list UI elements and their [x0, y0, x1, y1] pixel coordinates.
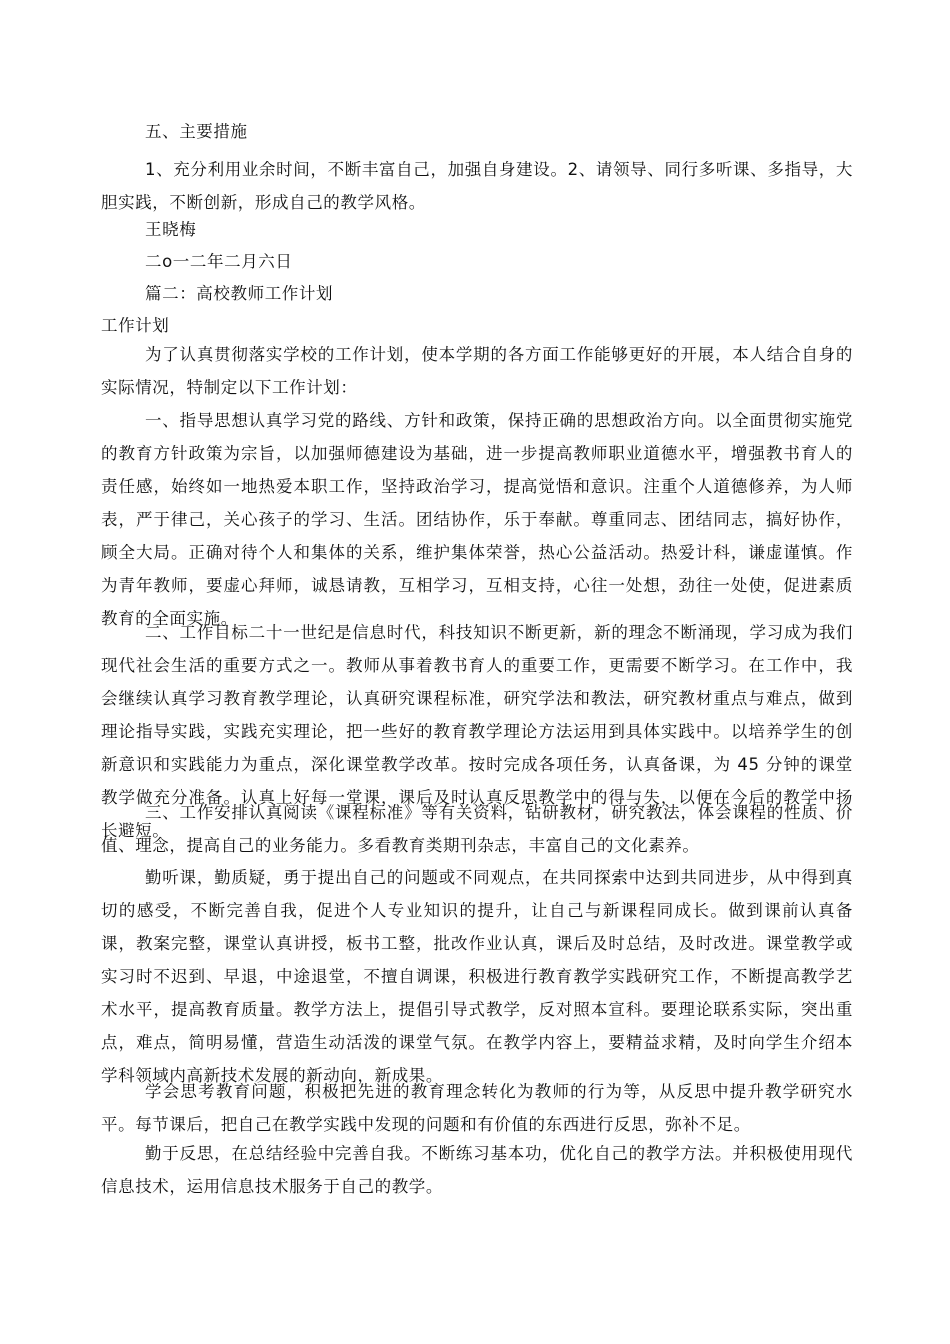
document-date: 二o一二年二月六日: [145, 252, 293, 271]
reflect-paragraph: 勤于反思，在总结经验中完善自我。不断练习基本功，优化自己的教学方法。并积极使用现代信息技术，运用信息技术服务于自己的教学。: [101, 1144, 853, 1196]
section3-paragraph: 三、工作安排认真阅读《课程标准》等有关资料，钻研教材，研究教法，体会课程的性质、价值、理念，提高自己的业务能力。多看教育类期刊杂志，丰富自己的文化素养。: [101, 803, 853, 855]
think-paragraph: 学会思考教育问题，积极把先进的教育理念转化为教师的行为等，从反思中提升教学研究水平。每节课后，把自己在教学实践中发现的问题和有价值的东西进行反思，弥补不足。: [101, 1082, 853, 1134]
intro-paragraph: 为了认真贯彻落实学校的工作计划，使本学期的各方面工作能够更好的开展，本人结合自身的实际情况，特制定以下工作计划：: [101, 345, 853, 397]
measures-paragraph: 1、充分利用业余时间，不断丰富自己，加强自身建设。2、请领导、同行多听课、多指导，大胆实践，不断创新，形成自己的教学风格。: [101, 160, 853, 212]
section2-paragraph: 二、工作目标二十一世纪是信息时代，科技知识不断更新，新的理念不断涌现，学习成为我们现代社会生活的重要方式之一。教师从事着教书育人的重要工作，更需要不断学习。在工作中，我会继续认真学习教育教学理论，认真研究课程标准，研究学法和教法，研究教材重点与难点，做到理论指导实践，实践充实理论，把一些好的教育教学理论方法运用到具体实践中。以培养学生的创新意识和实践能力为重点，深化课堂教学改革。按时完成各项任务，认真备课，为 45 分钟的课堂教学做充分准备。认真上好每一堂课，课后及时认真反思教学中的得与失，以便在今后的教学中扬长避短。: [101, 623, 853, 840]
author-name: 王晓梅: [145, 220, 197, 239]
section1-paragraph: 一、指导思想认真学习党的路线、方针和政策，保持正确的思想政治方向。以全面贯彻实施党的教育方针政策为宗旨，以加强师德建设为基础，进一步提高教师职业道德水平，增强教书育人的责任感，始终如一地热爱本职工作，坚持政治学习，提高觉悟和意识。注重个人道德修养，为人师表，严于律己，关心孩子的学习、生活。团结协作，乐于奉献。尊重同志、团结同志，搞好协作，顾全大局。正确对待个人和集体的关系，维护集体荣誉，热心公益活动。热爱计科，谦虚谨慎。作为青年教师，要虚心拜师，诚恳请教，互相学习，互相支持，心往一处想，劲往一处使，促进素质教育的全面实施。: [101, 411, 853, 628]
section5-heading: 五、主要措施: [145, 122, 248, 141]
plan-title: 工作计划: [101, 316, 170, 335]
listen-paragraph: 勤听课，勤质疑，勇于提出自己的问题或不同观点，在共同探索中达到共同进步，从中得到真切的感受，不断完善自我，促进个人专业知识的提升，让自己与新课程同成长。做到课前认真备课，教案完整，课堂认真讲授，板书工整，批改作业认真，课后及时总结，及时改进。课堂教学或实习时不迟到、早退，中途退堂，不擅自调课，积极进行教育教学实践研究工作，不断提高教学艺术水平，提高教育质量。教学方法上，提倡引导式教学，反对照本宣科。要理论联系实际，突出重点，难点，简明易懂，营造生动活泼的课堂气氛。在教学内容上，要精益求精，及时向学生介绍本学科领域内高新技术发展的新动向，新成果。: [101, 868, 853, 1085]
part2-title: 篇二：高校教师工作计划: [145, 284, 334, 303]
